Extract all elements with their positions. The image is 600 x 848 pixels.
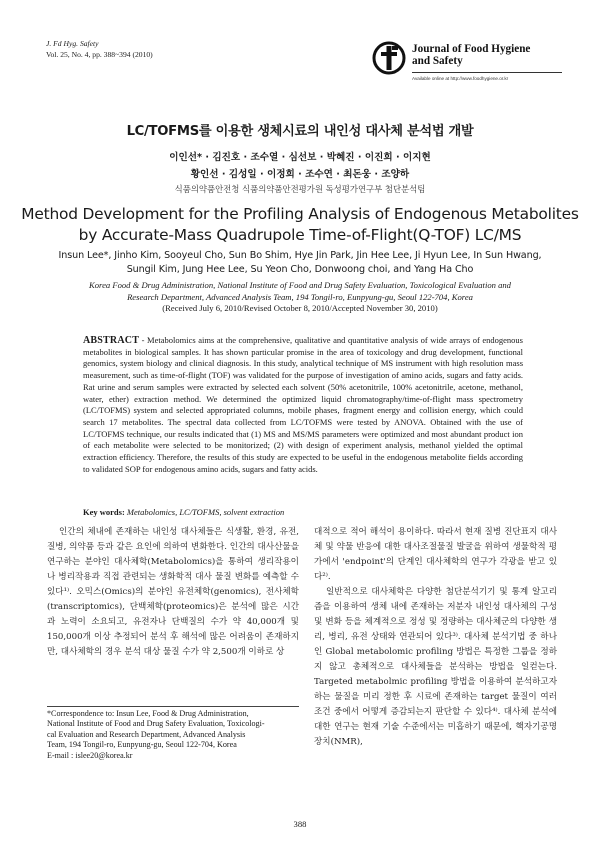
abstract (83, 335, 523, 475)
footnote-line: cal Evaluation and Research Department, Advanced Analysis (47, 729, 246, 739)
korean-affiliation: 식품의약품안전청 식품의약품안전평가원 독성평가연구부 첨단분석팀 (174, 184, 426, 194)
korean-authors (0, 149, 600, 183)
english-affiliation-line-2: Research Department, Advanced Analysis Team, 194 Tongil-ro, Eunpyung-gu, Seoul 122-704, Korea (127, 292, 473, 302)
abstract-text: - Metabolomics aims at the comprehensive, qualitative and quantitative analysis of wide arrays of endogenous metabolites in biological samples. It has shown particular promise in the area of toxicology and drug development, functional genomics, system biology and clinical diagnosis. In this study, analytical technique of MS instrument with high resolution mass measurement, such as time-of-flight (TOF) was validated for the purpose of investigation of amino acids, sugars and fatty acids. Rat urine and serum samples were extracted by selected each solvent (50% acetonitrile, 100% acetonitrile, acetone, methanol, water, ether) extraction method. We determined the optimized liquid chromatography/time-of-flight mass spectrometry (LC/TOFMS) system and selected appropriated columns, mobile phases, fragment energy and collision energy, which could search 17 metabolites. The spectral data collected from LC/TOFMS were tested by ANOVA. Obtained with the use of LC/TOFMS technique, our results indicated that (1) MS and MS/MS parameters were optimized and most abundant product ion of each metabolite were selected to be monitorized; (2) with design of experiment analysis, methanol yielded the optimal extraction efficiency. Therefore, the results of this study are expected to be useful in the endogenous metabolite fields according to validated SOP for endogenous amino acids, sugars and fatty acids. (83, 335, 523, 474)
english-title-line-2: by Accurate-Mass Quadrupole Time-of-Flight(Q-TOF) LC/MS (78, 226, 522, 244)
korean-authors-line-1: 이인선* · 김진호 · 조수열 · 심선보 · 박혜진 · 이진희 · 이지현 (169, 152, 431, 163)
english-affiliation (30, 279, 570, 303)
body-paragraph: 일반적으로 대사체학은 다양한 첨단분석기기 및 통계 알고리즘을 이용하여 생체 내에 존재하는 저분자 내인성 대사체의 구성 및 변화 등을 체계적으로 정성 및 정량하는 대사체군의 다양한 생리, 병리, 유전 상태와 연관되어 있다³⁾. 대사체 분석기법 중 하나인 Global metabolomic profiling 방법은 특정한 그룹을 정하지 않고 총체적으로 대사체들을 분석하는 방법을 일컫는다. Targeted metabolmic profiling 방법을 이용하여 분석하고자 하는 물질을 미리 정한 후 시료에 존재하는 target 물질이 여러 조건 중에서 어떻게 증감되는지 판단할 수 있다⁴⁾. 대사체 분석에 대한 연구는 현재 기술 수준에서는 미흡하기 때문에, 핵자기공명장치(NMR), (314, 587, 557, 747)
english-authors-line-1: Insun Lee*, Jinho Kim, Sooyeul Cho, Sun Bo Shim, Hye Jin Park, Jin Hee Lee, Ji Hyun Lee, In Sun Hwang, (58, 250, 542, 261)
body-paragraph: 대적으로 적어 해석이 용이하다. 따라서 현재 질병 진단표지 대사체 및 약물 반응에 대한 대사조절물질 발굴을 위하여 생물학적 평가에서 'endpoint'의 단계인 대사체학의 연구가 각광을 받고 있다²⁾. (314, 527, 557, 582)
korean-title: LC/TOFMS를 이용한 생체시료의 내인성 대사체 분석법 개발 (126, 124, 474, 139)
footnote-line: *Correspondence to: Insun Lee, Food & Drug Administration, (47, 709, 249, 718)
correspondence-footnote (47, 709, 299, 761)
logo-divider (412, 72, 562, 73)
page-number: 388 (293, 819, 307, 829)
received-dates: (Received July 6, 2010/Revised October 8, 2010/Accepted November 30, 2010) (162, 303, 438, 313)
english-authors-line-2: Sungil Kim, Jung Hee Lee, Su Yeon Cho, Donwoong choi, and Yang Ha Cho (126, 264, 474, 275)
korean-authors-line-2: 황인선 · 김성일 · 이정희 · 조수연 · 최돈웅 · 조양하 (190, 169, 410, 180)
english-title-line-1: Method Development for the Profiling Analysis of Endogenous Metabolites (21, 205, 579, 223)
body-left-column (47, 525, 299, 660)
journal-logo-icon (372, 41, 406, 75)
body-right-column (314, 525, 557, 750)
journal-url: Available online at http://www.foodhygiene.or.kr (412, 76, 509, 81)
journal-abbrev: J. Fd Hyg. Safety (46, 39, 99, 48)
abstract-label: ABSTRACT (83, 335, 140, 346)
english-affiliation-line-1: Korea Food & Drug Administration, National Institute of Food and Drug Safety Evaluation, Toxicological Evaluation and (89, 280, 511, 290)
keywords (83, 507, 523, 517)
logo-title-line-1: Journal of Food Hygiene (412, 43, 531, 55)
body-paragraph: 인간의 체내에 존재하는 내인성 대사체들은 식생활, 환경, 유전, 질병, 의약품 등과 같은 요인에 의하여 변화한다. 인간의 대사산물을 연구하는 분야인 대사체학(Metabolomics)을 통하여 생리작용이나 병리작용과 직접 관련되는 생화학적 대사 물질 변화를 예측할 수 있다¹⁾. 오믹스(Omics)의 분야인 유전체학(genomics), 전사체학(transcriptomics), 단백체학(proteomics)은 분석에 많은 시간과 노력이 소요되고, 유전자나 단백질의 수가 약 40,000개 및 150,000개 이상 추정되어 분석 후 해석에 많은 어려움이 존재하지만, 대사체학의 경우 분석 대상 물질 수가 약 2,500개 이하로 상 (47, 527, 299, 657)
journal-logo-block (372, 39, 564, 89)
keywords-text: Metabolomics, LC/TOFMS, solvent extraction (126, 507, 285, 517)
journal-logo-title (412, 43, 530, 67)
footnote-line: Team, 194 Tongil-ro, Eunpyung-gu, Seoul 122-704, Korea (47, 740, 237, 750)
footnote-email: E-mail : islee20@korea.kr (47, 750, 133, 760)
english-title (0, 204, 600, 246)
journal-reference (46, 38, 153, 60)
footnote-line: National Institute of Food and Drug Safety Evaluation, Toxicologi- (47, 719, 265, 729)
volume-info: Vol. 25, No. 4, pp. 388~394 (2010) (46, 50, 153, 59)
logo-title-line-2: and Safety (412, 55, 463, 67)
footnote-divider (47, 706, 299, 707)
keywords-label: Key words: (83, 507, 125, 517)
english-authors (0, 249, 600, 277)
